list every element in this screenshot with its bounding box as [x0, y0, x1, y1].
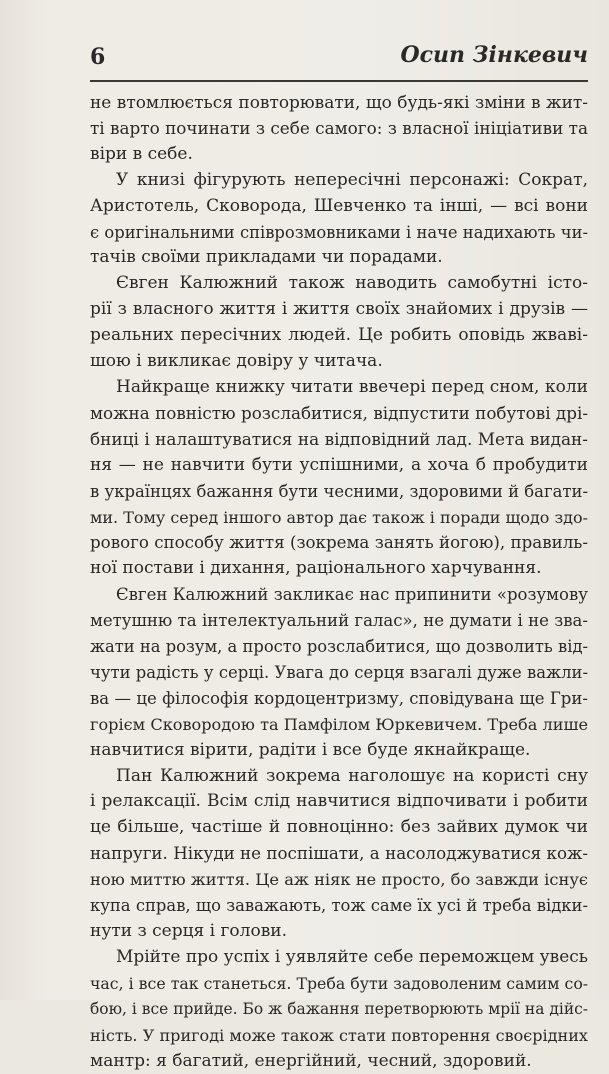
text-line: є оригінальними співрозмовниками і наче надихають чи- [90, 222, 588, 242]
text-line: реальних пересічних людей. Це робить оповідь жваві- [90, 325, 588, 346]
text-line: напруги. Нікуди не поспішати, а насолоджуватися кож- [90, 844, 588, 864]
text-line: рії з власного життя і життя своїх знайомих і друзів — [90, 299, 588, 320]
text-line: Найкраще книжку читати ввечері перед сном, коли [116, 376, 588, 397]
text-line: купа справ, що заважають, тож саме їх усі й треба відки- [90, 896, 588, 916]
paragraph-3 [90, 271, 588, 375]
body-text [90, 90, 588, 1074]
text-line: ної постави і дихання, раціонального харчування. [90, 558, 542, 579]
text-line: це більше, частіше й повноцінно: без зайвих думок чи [90, 817, 588, 838]
text-line: і релаксації. Всім слід навчитися відпочивати і робити [90, 791, 588, 812]
text-line: ною миттю життя. Це аж ніяк не просто, бо завжди існує [90, 870, 588, 890]
text-line: Аристотель, Сковорода, Шевченко та інші, — всі вони [90, 195, 588, 216]
running-head-author: Осип Зінкевич [400, 42, 588, 68]
text-line: час, і все так станеться. Треба бути задоволеним самим со- [90, 973, 589, 993]
text-line: У книзі фігурують непересічні персонажі: Сократ, [116, 169, 588, 190]
text-line: Пан Калюжний зокрема наголошує на користі сну [116, 765, 588, 786]
text-line: шою і викликає довіру у читача. [90, 351, 383, 372]
text-line: навчитися вірити, радіти і все буде якнайкраще. [90, 739, 531, 760]
text-line: бою, і все прийде. Бо ж бажання перетворюють мрії на дійс- [90, 999, 588, 1018]
paragraph-4 [90, 375, 588, 582]
text-line: горієм Сковородою та Памфілом Юркевичем. Треба лише [90, 714, 588, 734]
text-line: чути радість у серці. Увага до серця взагалі дуже важли- [90, 662, 588, 682]
text-line: не втомлюється повторювати, що будь-які зміни в жит- [90, 92, 588, 112]
text-line: метушню та інтелектуальний галас», не думати і не зва- [90, 611, 588, 631]
paragraph-6 [90, 764, 588, 945]
text-line: Євген Калюжний також наводить самобутні істо- [116, 273, 588, 294]
text-line: можна повністю розслабитися, відпустити побутові дрі- [90, 402, 588, 423]
paragraph-5 [90, 582, 588, 763]
text-line: Мрійте про успіх і уявляйте себе переможцем увесь [116, 946, 588, 967]
header-rule [90, 80, 588, 82]
text-line: ті варто починати з себе самого: з власної ініціативи та [90, 117, 588, 138]
text-line: в українцях бажання бути чесними, здоровими й багати- [90, 481, 588, 501]
paragraph-2 [90, 168, 588, 272]
text-line: ва — це філософія кордоцентризму, сповідувана ще Гри- [90, 688, 588, 708]
text-line: нути з серця і голови. [90, 921, 287, 941]
text-line: жати на розум, а просто розслабитися, що дозволить від- [90, 637, 588, 657]
text-line: ність. У пригоді може також стати повторення своєрідних [90, 1025, 588, 1045]
text-line: віри в себе. [90, 143, 193, 164]
paragraph-7 [90, 945, 588, 1074]
page-number: 6 [90, 44, 106, 70]
text-line: тачів своїми прикладами чи порадами. [90, 247, 443, 268]
text-line: ня — не навчити бути успішними, а хоча б пробудити [90, 454, 588, 475]
text-line: бниці і налаштуватися на відповідний лад. Мета видан- [90, 428, 588, 449]
text-line: рового способу життя (зокрема занять йогою), правиль- [90, 533, 588, 553]
text-line: мантр: я багатий, енергійний, чесний, здоровий. [90, 1050, 532, 1071]
page-header [90, 42, 588, 82]
text-line: ми. Тому серед іншого автор дає також і поради щодо здо- [90, 507, 588, 527]
text-line: Євген Калюжний закликає нас припинити «розумову [116, 585, 588, 605]
paragraph-1 [90, 90, 588, 168]
